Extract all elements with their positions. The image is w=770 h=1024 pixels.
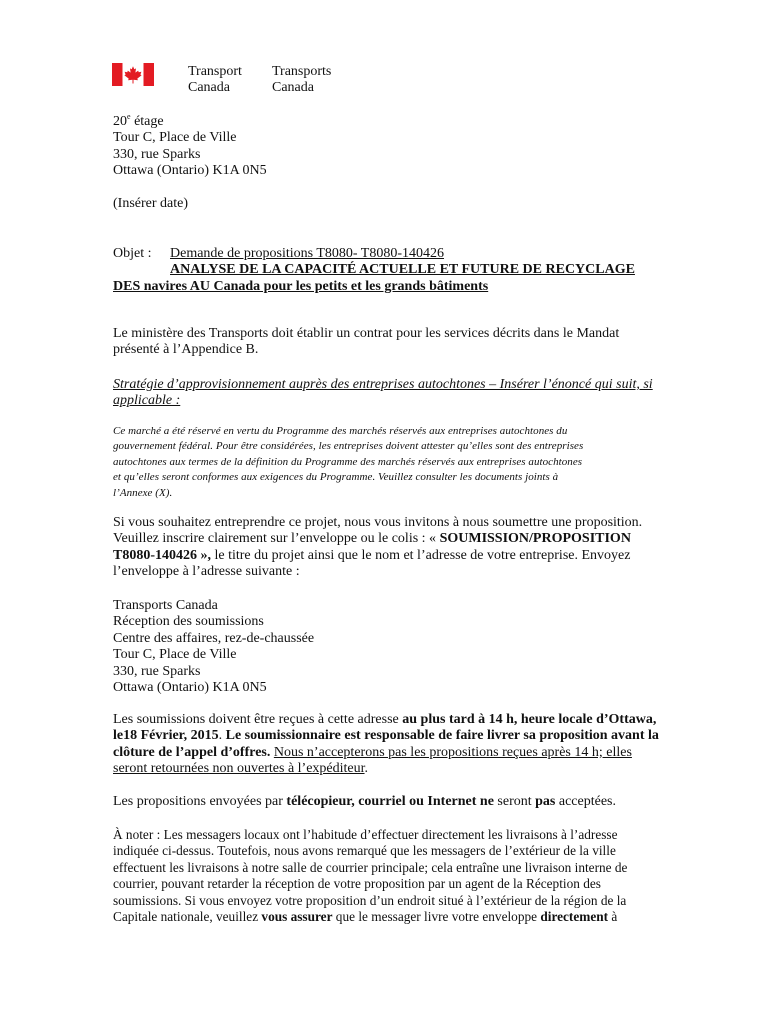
- floor-superscript: e: [127, 112, 131, 121]
- department-name-fr: [272, 64, 331, 96]
- underlined-run: Nous n’accepterons pas les propositions reçues après 14 h; elles: [273, 744, 632, 760]
- text-run: le titre du projet ainsi que le nom et l’adresse de votre entreprise. Envoyez: [211, 547, 631, 563]
- courier-line: courrier, pouvant retarder la réception de votre proposition par un agent de la Réception des: [113, 876, 601, 892]
- deadline-line: [113, 712, 658, 728]
- address-line: Ottawa (Ontario) K1A 0N5: [113, 680, 267, 696]
- procurement-strategy-heading: [113, 377, 658, 410]
- bold-run: SOUMISSION/PROPOSITION: [439, 531, 631, 547]
- address-line: 330, rue Sparks: [113, 146, 201, 162]
- note-line: et qu’elles seront conformes aux exigences du Programme. Veuillez consulter les documents joints à: [113, 471, 559, 484]
- courier-line: À noter : Les messagers locaux ont l’habitude d’effectuer directement les livraisons à l’adresse: [113, 827, 618, 842]
- bold-run: télécopieur, courriel ou Internet ne: [286, 794, 494, 809]
- text-run: Veuillez inscrire clairement sur l’enveloppe ou le colis : «: [113, 531, 440, 547]
- text-run: .: [218, 728, 226, 744]
- intro-paragraph: [113, 326, 658, 359]
- floor-line: [113, 114, 658, 130]
- delivery-address: [113, 598, 658, 696]
- courier-line: indiquée ci-dessus. Toutefois, nous avons remarqué que les messagers de l’extérieur de la ville: [113, 843, 616, 859]
- sender-address: [113, 114, 658, 180]
- dept-fr-line1: Transports: [272, 64, 332, 79]
- bold-run: le18 Février, 2015: [113, 728, 219, 744]
- courier-note-paragraph: [113, 827, 658, 925]
- bold-run: pas: [535, 794, 556, 809]
- text-run: Capitale nationale, veuillez: [113, 909, 262, 925]
- bold-run: Le soumissionnaire est responsable de faire livrer sa proposition avant la: [225, 728, 659, 744]
- floor-word: étage: [130, 114, 164, 129]
- address-line: Transports Canada: [113, 598, 218, 613]
- courier-line: [113, 909, 658, 925]
- bold-run: au plus tard à 14 h, heure locale d’Ottawa,: [402, 712, 657, 727]
- address-line: Tour C, Place de Ville: [113, 647, 237, 663]
- address-line: 330, rue Sparks: [113, 663, 201, 679]
- bold-run: clôture de l’appel d’offres.: [113, 744, 271, 760]
- fax-email-paragraph: [113, 794, 658, 810]
- courier-line: effectuent les livraisons à notre salle de courrier principale; cela entraîne une livraison interne de: [113, 859, 628, 875]
- text-run: Les soumissions doivent être reçues à cette adresse: [113, 712, 403, 727]
- submission-line: [113, 531, 658, 547]
- dept-fr-line2: Canada: [272, 80, 314, 95]
- note-line: l’Annexe (X).: [113, 486, 173, 499]
- subject-label: Objet :: [113, 246, 152, 261]
- submission-line: Si vous souhaitez entreprendre ce projet, nous vous invitons à nous soumettre une proposition.: [113, 515, 643, 530]
- fax-line: [113, 794, 658, 810]
- underlined-run: seront retournées non ouvertes à l’expéditeur: [113, 761, 365, 777]
- note-line: gouvernement fédéral. Pour être considérées, les entreprises doivent attester qu’elles sont des entreprises: [113, 440, 584, 453]
- address-line: Centre des affaires, rez-de-chaussée: [113, 630, 315, 646]
- department-name-en: [188, 64, 242, 96]
- deadline-line: [113, 745, 658, 761]
- subject-line-1: Demande de propositions T8080- T8080-140426: [170, 246, 445, 261]
- address-line: Ottawa (Ontario) K1A 0N5: [113, 163, 267, 179]
- bold-run: directement: [540, 909, 609, 925]
- aboriginal-set-aside-note: [113, 424, 658, 501]
- strategy-line: applicable :: [113, 393, 181, 409]
- text-run: acceptées.: [555, 794, 616, 809]
- canada-flag-icon: [112, 63, 154, 86]
- subject-line-2: ANALYSE DE LA CAPACITÉ ACTUELLE ET FUTURE DE RECYCLAGE: [170, 262, 635, 278]
- intro-line: Le ministère des Transports doit établir un contrat pour les services décrits dans le Mandat: [113, 326, 620, 341]
- deadline-paragraph: [113, 712, 658, 778]
- submission-line: [113, 548, 658, 564]
- address-line: Tour C, Place de Ville: [113, 130, 237, 146]
- intro-line: présenté à l’Appendice B.: [113, 342, 259, 358]
- bold-run: T8080-140426 »,: [113, 547, 211, 563]
- floor-number: 20: [113, 114, 127, 129]
- text-run: Les propositions envoyées par: [113, 794, 287, 809]
- text-run: seront: [493, 794, 536, 809]
- deadline-line: [113, 761, 658, 777]
- text-run: à: [608, 909, 618, 925]
- bold-run: vous assurer: [261, 909, 333, 925]
- address-line: Réception des soumissions: [113, 614, 264, 630]
- strategy-line: Stratégie d’approvisionnement auprès des entreprises autochtones – Insérer l’énoncé qui suit, si: [113, 377, 653, 392]
- submission-line: l’enveloppe à l’adresse suivante :: [113, 564, 300, 580]
- date-placeholder: (Insérer date): [113, 196, 189, 211]
- deadline-line: [113, 728, 658, 744]
- note-line: Ce marché a été réservé en vertu du Programme des marchés réservés aux entreprises autochtones du: [113, 425, 568, 437]
- courier-line: soumissions. Si vous envoyez votre proposition d’un endroit situé à l’extérieur de la région de la: [113, 892, 627, 908]
- submission-instructions: [113, 515, 658, 581]
- text-run: .: [364, 761, 369, 777]
- text-run: que le messager livre votre enveloppe: [332, 909, 541, 925]
- note-line: autochtones aux termes de la définition du Programme des marchés réservés aux entreprises autochtones: [113, 455, 583, 468]
- dept-en-line2: Canada: [188, 80, 230, 95]
- subject-line-3: DES navires AU Canada pour les petits et les grands bâtiments: [113, 278, 489, 294]
- dept-en-line1: Transport: [188, 64, 242, 79]
